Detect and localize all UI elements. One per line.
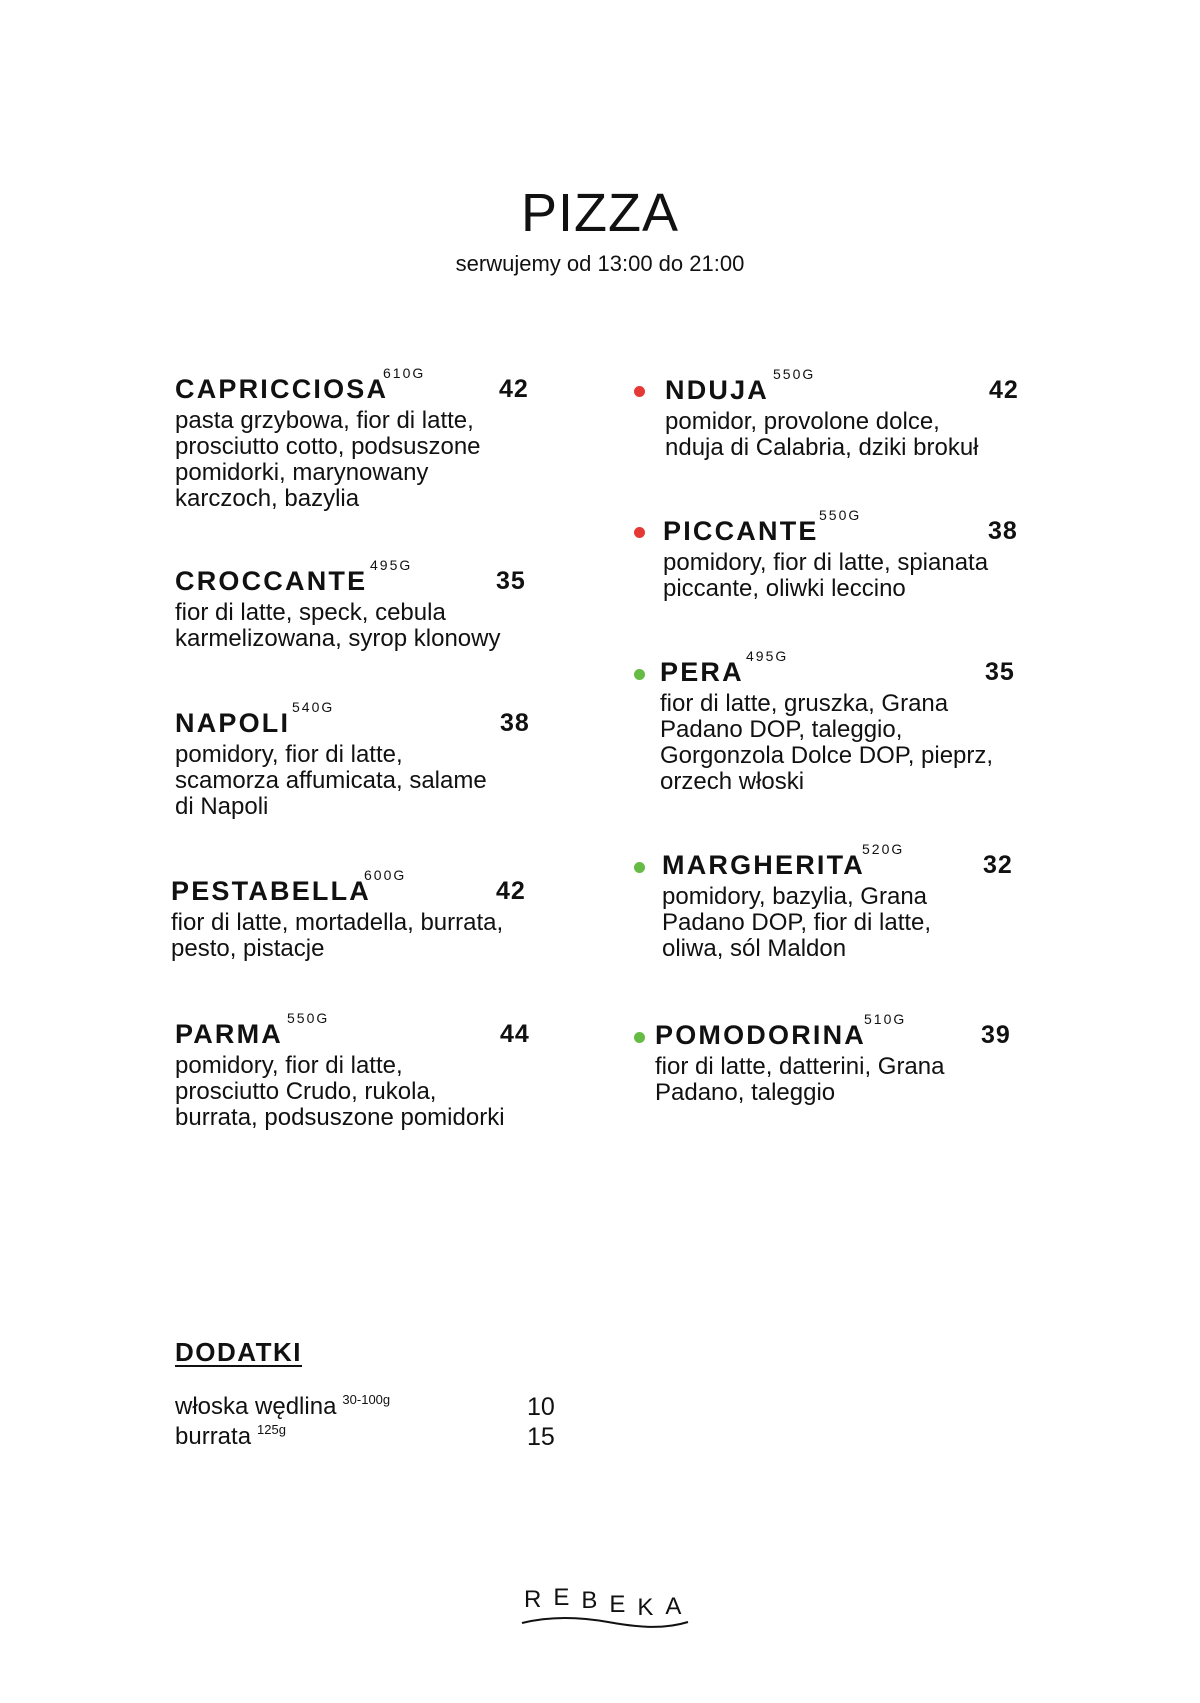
menu-item-pera (660, 648, 1025, 795)
menu-item-pomodorina (655, 1011, 1025, 1106)
item-weight: 610G (383, 365, 426, 381)
item-description: fior di latte, gruszka, Grana Padano DOP, taleggio, Gorgonzola Dolce DOP, pieprz, orzech włoski (660, 690, 994, 795)
item-name: NDUJA (665, 375, 770, 405)
menu-item-nduja (665, 366, 1030, 461)
item-name: PERA (660, 657, 744, 687)
menu-item-napoli (175, 699, 535, 820)
serving-hours: serwujemy od 13:00 do 21:00 (455, 251, 745, 276)
logo-letter: K (637, 1594, 654, 1621)
logo-letter: E (609, 1591, 626, 1618)
extra-weight: 125g (257, 1422, 286, 1437)
item-price: 38 (500, 709, 530, 737)
extra-price: 10 (527, 1393, 555, 1421)
menu-item-pestabella (171, 867, 541, 962)
item-name: PARMA (175, 1019, 283, 1049)
item-weight: 520G (862, 841, 905, 857)
menu-item-capricciosa (175, 365, 535, 512)
logo-wave-icon (520, 1586, 690, 1636)
item-name: CAPRICCIOSA (175, 374, 389, 404)
item-description: pomidory, fior di latte, spianata piccante, oliwki leccino (663, 549, 989, 602)
vegetarian-dot-icon (634, 862, 645, 873)
extra-item-burrata (175, 1422, 286, 1450)
item-description: pomidory, fior di latte, prosciutto Crudo, rukola, burrata, podsuszone pomidorki (175, 1052, 505, 1131)
menu-item-margherita (662, 841, 1027, 962)
item-description: fior di latte, mortadella, burrata, pesto, pistacje (171, 909, 504, 962)
item-price: 39 (981, 1021, 1011, 1049)
item-price: 42 (499, 375, 529, 403)
item-price: 32 (983, 851, 1013, 879)
menu-item-piccante (663, 507, 1028, 602)
item-weight: 550G (819, 507, 862, 523)
item-name: NAPOLI (175, 708, 291, 738)
menu-item-croccante (175, 557, 535, 652)
item-name: POMODORINA (655, 1020, 866, 1050)
logo-letter: B (581, 1587, 598, 1614)
item-description: pomidory, fior di latte, scamorza affumicata, salame di Napoli (175, 741, 487, 820)
extra-price: 15 (527, 1423, 555, 1451)
item-price: 35 (496, 567, 526, 595)
spicy-dot-icon (634, 527, 645, 538)
logo-letter: R (524, 1586, 542, 1613)
item-name: CROCCANTE (175, 566, 368, 596)
logo-letter: E (553, 1584, 570, 1611)
item-price: 35 (985, 658, 1015, 686)
extras-title: DODATKI (175, 1337, 303, 1367)
item-weight: 550G (287, 1010, 330, 1026)
extra-weight: 30-100g (342, 1392, 391, 1407)
item-weight: 550G (773, 366, 816, 382)
item-description: pasta grzybowa, fior di latte, prosciutto cotto, podsuszone pomidorki, marynowany karczoch, bazylia (175, 407, 481, 512)
extra-item-wedlina (175, 1392, 391, 1420)
item-weight: 540G (292, 699, 335, 715)
item-price: 44 (500, 1020, 530, 1048)
item-weight: 495G (370, 557, 413, 573)
item-price: 38 (988, 517, 1018, 545)
item-description: fior di latte, speck, cebula karmelizowana, syrop klonowy (175, 599, 501, 652)
vegetarian-dot-icon (634, 669, 645, 680)
spicy-dot-icon (634, 386, 645, 397)
item-description: pomidory, bazylia, Grana Padano DOP, fior di latte, oliwa, sól Maldon (662, 883, 932, 962)
extra-name: włoska wędlina (175, 1393, 337, 1420)
menu-item-parma (175, 1010, 545, 1131)
item-name: PESTABELLA (171, 876, 372, 906)
item-price: 42 (496, 877, 526, 905)
vegetarian-dot-icon (634, 1032, 645, 1043)
rebeka-logo (520, 1586, 690, 1636)
logo-letter: A (665, 1593, 682, 1620)
item-description: pomidor, provolone dolce, nduja di Calabria, dziki brokuł (665, 408, 979, 461)
item-weight: 495G (746, 648, 789, 664)
item-name: MARGHERITA (662, 850, 865, 880)
item-price: 42 (989, 376, 1019, 404)
page-title: PIZZA (520, 183, 679, 243)
item-description: fior di latte, datterini, Grana Padano, taleggio (655, 1053, 945, 1106)
extra-name: burrata (175, 1423, 252, 1450)
item-weight: 600G (364, 867, 407, 883)
item-weight: 510G (864, 1011, 907, 1027)
item-name: PICCANTE (663, 516, 819, 546)
